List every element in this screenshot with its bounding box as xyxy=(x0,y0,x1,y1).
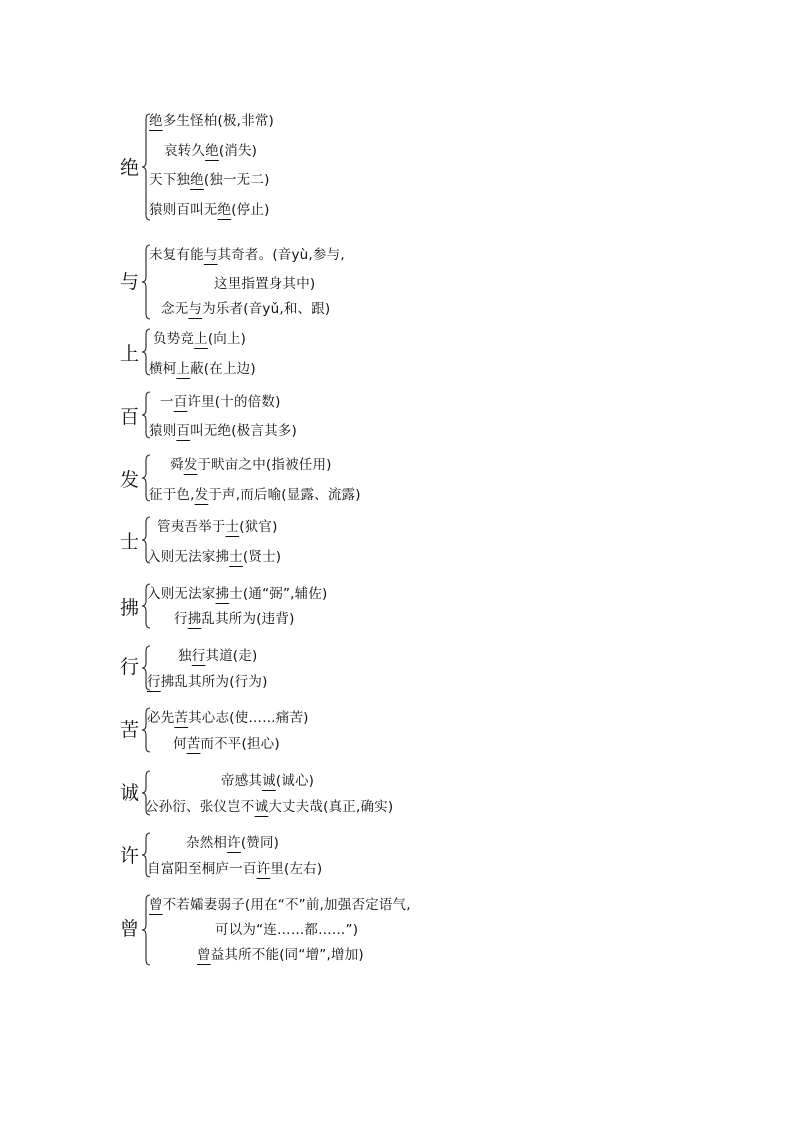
underlined-word: 士 xyxy=(225,519,240,535)
definition-line xyxy=(173,736,280,752)
entry-headword: 苦 xyxy=(120,719,140,741)
definition-line xyxy=(149,172,270,188)
underlined-word: 百 xyxy=(173,394,188,410)
line-text-after: (赞同) xyxy=(240,835,280,851)
underlined-word: 发 xyxy=(194,487,209,503)
definition-line xyxy=(147,586,328,602)
definition-line xyxy=(160,394,281,410)
line-text-after: (狱官) xyxy=(239,519,278,535)
entry-headword: 发 xyxy=(120,469,140,491)
underlined-word: 绝 xyxy=(149,113,163,129)
line-text-before xyxy=(149,113,163,129)
definition-line xyxy=(161,301,330,317)
underlined-word: 上 xyxy=(194,331,208,347)
entry-headword: 许 xyxy=(120,845,140,867)
line-text-after: (贤士) xyxy=(242,549,282,565)
line-text-before: 这里指置身其中) xyxy=(214,276,316,292)
definition-line xyxy=(153,331,246,347)
definition-line xyxy=(164,143,257,159)
definition-line xyxy=(149,361,256,377)
underlined-word: 绝 xyxy=(190,172,204,188)
underlined-word: 与 xyxy=(203,247,218,263)
line-text-before: 哀转久 xyxy=(164,143,206,159)
definition-line xyxy=(147,674,268,690)
definition-line xyxy=(149,897,411,913)
line-text-before: 征于色, xyxy=(149,487,195,503)
line-text-before: 何 xyxy=(173,736,187,752)
line-text-before: 管夷吾举于 xyxy=(157,519,226,535)
underlined-word: 苦 xyxy=(174,710,189,726)
line-text-before: 猿则百叫无 xyxy=(149,202,218,218)
line-text-after: 其心志(使……痛苦) xyxy=(188,710,309,726)
definition-line xyxy=(214,276,315,292)
line-text-before: 自富阳至桐庐一百 xyxy=(147,861,257,877)
line-text-after: 不若孀妻弱子(用在“不”前,加强否定语气, xyxy=(162,897,411,913)
definition-line xyxy=(157,519,278,535)
line-text-after: 士(通“弼”,辅佐) xyxy=(229,586,328,602)
underlined-word: 士 xyxy=(229,549,243,565)
line-text-after: 多生怪柏(极,非常) xyxy=(162,113,275,129)
entry-headword: 上 xyxy=(120,343,140,365)
definition-line xyxy=(145,799,393,815)
line-text-after: 里(左右) xyxy=(270,861,323,877)
line-text-after: (诚心) xyxy=(275,773,315,789)
line-text-after: 而不平(担心) xyxy=(200,736,280,752)
line-text-after: (向上) xyxy=(207,331,247,347)
line-text-before: 天下独 xyxy=(149,172,191,188)
line-text-after: 益其所不能(同“增”,增加) xyxy=(210,947,364,963)
underlined-word: 行 xyxy=(147,674,161,690)
underlined-word: 许 xyxy=(227,835,241,851)
line-text-before: 公孙衍、张仪岂不 xyxy=(145,799,255,815)
line-text-before: 杂然相 xyxy=(186,835,228,851)
line-text-before: 独 xyxy=(178,648,192,664)
entry-headword: 百 xyxy=(120,406,140,428)
line-text-after: (停止) xyxy=(231,202,270,218)
definition-line xyxy=(186,835,279,851)
line-text-after: (消失) xyxy=(218,143,258,159)
entry-headword: 曾 xyxy=(120,918,140,940)
entry-headword: 与 xyxy=(120,271,140,293)
definition-line xyxy=(149,487,361,503)
underlined-word: 拂 xyxy=(215,586,230,602)
definition-line xyxy=(147,710,309,726)
line-text-after: 于声,而后喻(显露、流露) xyxy=(208,487,361,503)
underlined-word: 许 xyxy=(256,861,271,877)
line-text-after: 乱其所为(违背) xyxy=(201,611,295,627)
definition-line xyxy=(149,247,345,263)
underlined-word: 曾 xyxy=(149,897,163,913)
entry-headword: 绝 xyxy=(120,157,140,179)
line-text-after: 为乐者(音yǔ,和、跟) xyxy=(202,301,331,317)
line-text-after: 拂乱其所为(行为) xyxy=(160,674,268,690)
underlined-word: 与 xyxy=(188,301,203,317)
line-text-before: 负势竞 xyxy=(153,331,195,347)
line-text-before: 一 xyxy=(160,394,174,410)
line-text-before: 帝感其 xyxy=(221,773,263,789)
line-text-before: 入则无法家 xyxy=(147,586,216,602)
underlined-word: 行 xyxy=(191,648,206,664)
line-text-before: 入则无法家拂 xyxy=(147,549,230,565)
underlined-word: 曾 xyxy=(197,947,211,963)
line-text-after: 大丈夫哉(真正,确实) xyxy=(268,799,394,815)
underlined-word: 诚 xyxy=(254,799,269,815)
definition-line xyxy=(147,549,281,565)
definition-line xyxy=(147,861,322,877)
definition-line xyxy=(221,773,314,789)
entry-headword: 拂 xyxy=(120,597,140,619)
line-text-after: 其道(走) xyxy=(205,648,258,664)
underlined-word: 绝 xyxy=(217,202,232,218)
underlined-word: 拂 xyxy=(187,611,202,627)
definition-line xyxy=(174,611,295,627)
line-text-after: (独一无二) xyxy=(203,172,270,188)
line-text-before: 横柯 xyxy=(149,361,177,377)
underlined-word: 上 xyxy=(176,361,191,377)
entry-headword: 士 xyxy=(120,531,140,553)
line-text-before: 舜 xyxy=(170,457,184,473)
underlined-word: 发 xyxy=(183,457,198,473)
definition-line xyxy=(178,648,257,664)
line-text-after: 许里(十的倍数) xyxy=(187,394,281,410)
line-text-after: 蔽(在上边) xyxy=(190,361,256,377)
line-text-after: 于畎亩之中(指被任用) xyxy=(197,457,332,473)
underlined-word: 诚 xyxy=(262,773,276,789)
definition-line xyxy=(149,113,274,129)
entry-headword: 诚 xyxy=(120,782,140,804)
line-text-before: 可以为“连……都……”) xyxy=(215,922,359,938)
definition-line xyxy=(197,947,364,963)
underlined-word: 苦 xyxy=(186,736,201,752)
line-text-before: 必先 xyxy=(147,710,175,726)
line-text-before: 行 xyxy=(174,611,188,627)
definition-line xyxy=(149,423,297,439)
definition-line xyxy=(170,457,332,473)
line-text-after: 其奇者。(音yù,参与, xyxy=(217,247,345,263)
definition-line xyxy=(149,202,270,218)
underlined-word: 绝 xyxy=(205,143,219,159)
definition-line xyxy=(215,922,358,938)
entry-headword: 行 xyxy=(120,656,140,678)
line-text-before: 未复有能 xyxy=(149,247,204,263)
line-text-before: 念无 xyxy=(161,301,189,317)
line-text-after: 叫无绝(极言其多) xyxy=(190,423,297,439)
underlined-word: 百 xyxy=(176,423,191,439)
line-text-before: 猿则 xyxy=(149,423,177,439)
